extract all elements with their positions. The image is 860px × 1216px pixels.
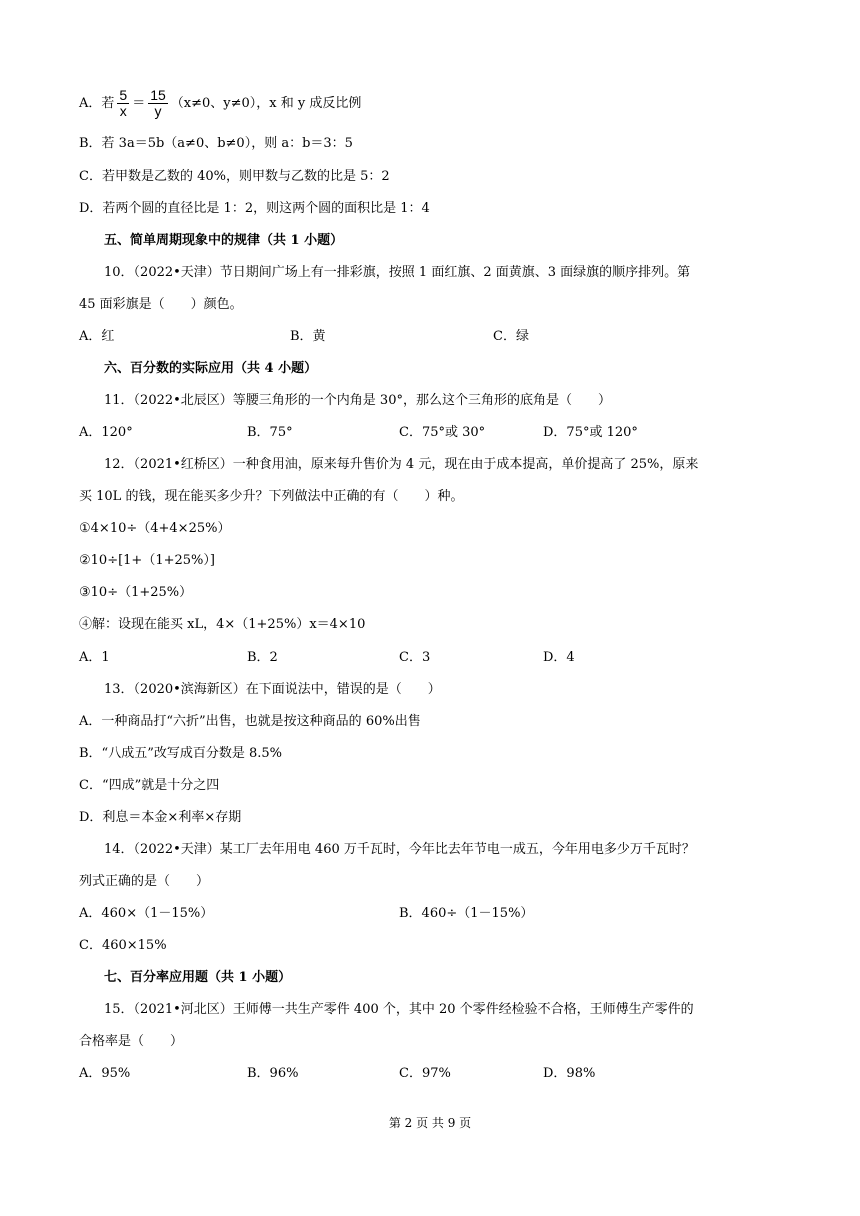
q11-option-d: D．75°或 120°	[543, 425, 638, 440]
q10-text-line2: 45 面彩旗是（ ）颜色。	[79, 297, 243, 312]
q15-text-line1: 15．（2021•河北区）王师傅一共生产零件 400 个，其中 20 个零件经检验不合格，王师傅生产零件的	[104, 1002, 694, 1017]
q13-option-d: D．利息＝本金×利率×存期	[79, 810, 242, 825]
q12-method-4: ④解：设现在能买 xL，4×（1+25%）x＝4×10	[79, 617, 366, 632]
q14-option-a: A．460×（1－15%）	[79, 906, 214, 921]
q12-option-a: A．1	[79, 650, 110, 665]
q12-method-3: ③10÷（1+25%）	[79, 585, 193, 600]
q10-option-c: C．绿	[493, 329, 529, 344]
q13-option-b: B．“八成五”改写成百分数是 8.5%	[79, 746, 283, 761]
section-heading-6: 六、百分数的实际应用（共 4 小题）	[104, 361, 318, 376]
q13-text-line1: 13．（2020•滨海新区）在下面说法中，错误的是（ ）	[104, 682, 441, 697]
q14-text-line1: 14．（2022•天津）某工厂去年用电 460 万千瓦时，今年比去年节电一成五，今年用电多少万千瓦时？	[104, 842, 695, 857]
q12-option-d: D．4	[543, 650, 575, 665]
q10-option-b: B．黄	[290, 329, 326, 344]
q9-option-a: A．若 $\frac{5}{x}$ ＝ $\frac{15}{y}$ （x≠0、y≠0），x 和 y 成反比例	[79, 87, 362, 119]
q14-option-b: B．460÷（1－15%）	[399, 906, 534, 921]
q15-option-a: A．95%	[79, 1066, 131, 1081]
q12-method-1: ①4×10÷（4+4×25%）	[79, 521, 231, 536]
q9-option-b: B．若 3a＝5b（a≠0、b≠0），则 a：b＝3：5	[79, 136, 353, 151]
q12-option-c: C．3	[399, 650, 431, 665]
q9-option-a-suffix: （x≠0、y≠0），x 和 y 成反比例	[170, 95, 362, 111]
q12-option-b: B．2	[247, 650, 278, 665]
fraction-5-over-x: $\frac{5}{x}$	[119, 87, 128, 119]
q13-option-a: A．一种商品打“六折”出售，也就是按这种商品的 60%出售	[79, 714, 421, 729]
q11-option-b: B．75°	[247, 425, 293, 440]
q15-option-b: B．96%	[247, 1066, 299, 1081]
q14-text-line2: 列式正确的是（ ）	[79, 874, 210, 889]
q10-option-a: A．红	[79, 329, 115, 344]
q15-option-d: D．98%	[543, 1066, 596, 1081]
q12-text-line1: 12．（2021•红桥区）一种食用油，原来每升售价为 4 元，现在由于成本提高，单价提高了 25%，原来	[104, 457, 699, 472]
q15-text-line2: 合格率是（ ）	[79, 1034, 184, 1049]
q14-option-c: C．460×15%	[79, 938, 167, 953]
q11-option-a: A．120°	[79, 425, 133, 440]
page-footer: 第 2 页 共 9 页	[388, 1116, 472, 1130]
q10-text-line1: 10．（2022•天津）节日期间广场上有一排彩旗，按照 1 面红旗、2 面黄旗、3 面绿旗的顺序排列。第	[104, 265, 691, 280]
q11-text-line1: 11．（2022•北辰区）等腰三角形的一个内角是 30°，那么这个三角形的底角是（ ）	[104, 393, 611, 408]
q9-option-c: C．若甲数是乙数的 40%，则甲数与乙数的比是 5：2	[79, 169, 390, 184]
q9-option-a-prefix: A．若	[79, 96, 115, 111]
q15-option-c: C．97%	[399, 1066, 451, 1081]
q13-option-c: C．“四成”就是十分之四	[79, 778, 220, 793]
q11-option-c: C．75°或 30°	[399, 425, 486, 440]
q9-option-d: D．若两个圆的直径比是 1：2，则这两个圆的面积比是 1：4	[79, 201, 430, 216]
q12-method-2: ②10÷[1+（1+25%）]	[79, 553, 215, 568]
fraction-15-over-y: $\frac{15}{y}$	[150, 87, 166, 119]
section-heading-7: 七、百分率应用题（共 1 小题）	[104, 970, 292, 985]
q12-text-line2: 买 10L 的钱，现在能买多少升？下列做法中正确的有（ ）种。	[79, 489, 464, 504]
section-heading-5: 五、简单周期现象中的规律（共 1 小题）	[104, 233, 344, 248]
